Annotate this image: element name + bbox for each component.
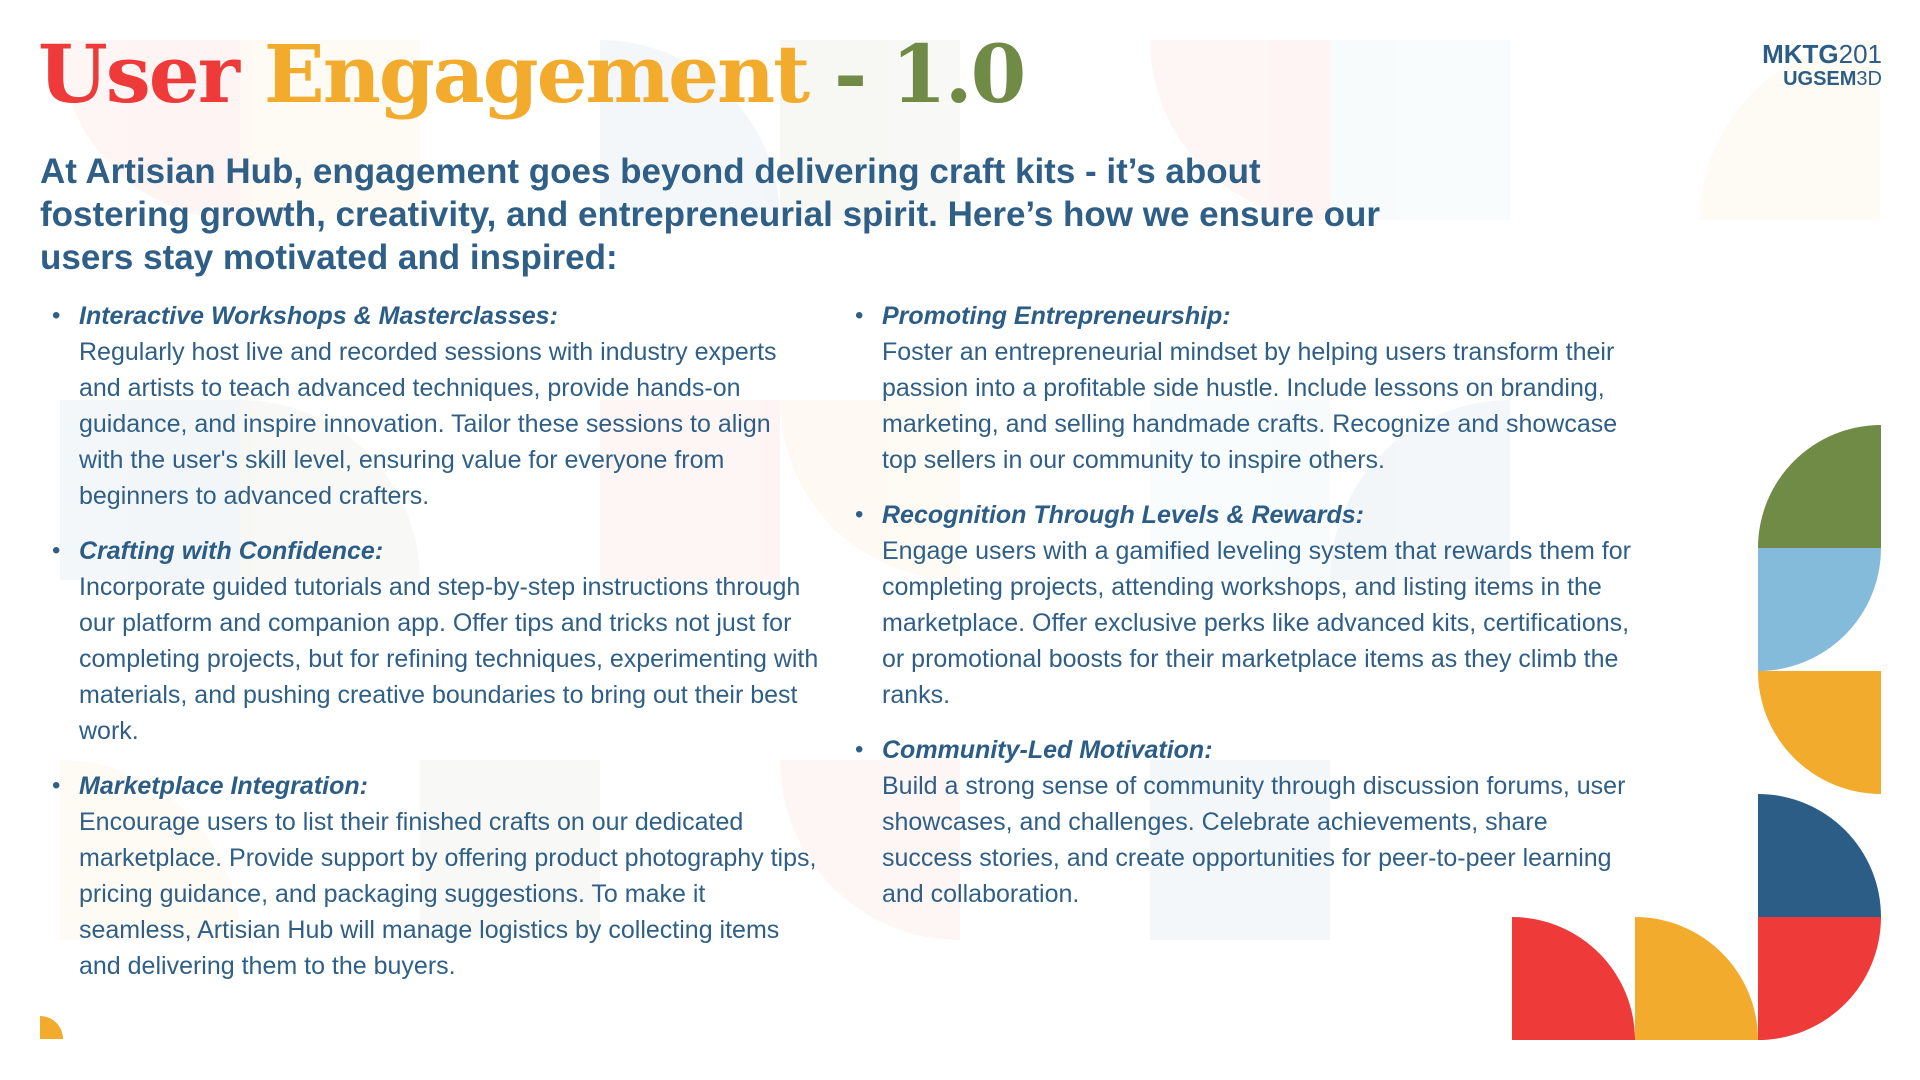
title-word-engagement: Engagement <box>263 27 809 121</box>
bullet-text: Build a strong sense of community through discussion forums, user showcases, and challenges. Celebrate achievements, share success stories, and create opportunities for peer-to-peer learning and collaboration. <box>882 772 1626 908</box>
bullet-text: Regularly host live and recorded sessions with industry experts and artists to teach advanced techniques, provide hands-on guidance, and inspire innovation. Tailor these sessions to align with the user's skill level, ensuring value for everyone from beginners to advanced crafters. <box>79 338 777 510</box>
title-version: - 1.0 <box>834 27 1025 121</box>
course-section: UGSEM3D <box>1783 68 1882 90</box>
title-word-user: User <box>38 27 238 121</box>
bullet-title: • Recognition Through Levels & Rewards: <box>882 501 1364 529</box>
bullet-text: Encourage users to list their finished crafts on our dedicated marketplace. Provide support by offering product photography tips, pricing guidance, and packaging suggestions. To make it seamless, Artisian Hub will manage logistics by collecting items and delivering them to the buyers. <box>79 808 817 980</box>
intro-paragraph: At Artisian Hub, engagement goes beyond delivering craft kits - it’s about fostering growth, creativity, and entrepreneurial spirit. Here’s how we ensure our users stay motivated and inspired: <box>40 152 1381 277</box>
bullet-title: • Interactive Workshops & Masterclasses: <box>79 302 558 330</box>
bullet-list-right <box>855 298 1635 931</box>
course-code: MKTG201 <box>1762 39 1882 69</box>
page-title <box>38 26 1024 122</box>
bullet-text: Engage users with a gamified leveling system that rewards them for completing projects, attending workshops, and listing items in the marketplace. Offer exclusive perks like advanced kits, certifications, or promotional boosts for their marketplace items as they climb the ranks. <box>882 537 1631 709</box>
bullet-title: • Crafting with Confidence: <box>79 537 384 565</box>
course-code-label <box>1762 40 1882 90</box>
bullet-item <box>855 732 1635 912</box>
bullet-item <box>52 768 822 984</box>
bullet-item <box>52 298 822 514</box>
bullet-title: • Community-Led Motivation: <box>882 736 1213 764</box>
bullet-text: Incorporate guided tutorials and step-by-step instructions through our platform and companion app. Offer tips and tricks not just for completing projects, but for refining techniques, experimenting with materials, and pushing creative boundaries to bring out their best work. <box>79 573 819 745</box>
bullet-item <box>855 497 1635 713</box>
bullet-item <box>855 298 1635 478</box>
bullet-title: • Marketplace Integration: <box>79 772 368 800</box>
bullet-text: Foster an entrepreneurial mindset by helping users transform their passion into a profitable side hustle. Include lessons on branding, marketing, and selling handmade crafts. Recognize and showcase top sellers in our community to inspire others. <box>882 338 1618 474</box>
bullet-list-left <box>52 298 822 1003</box>
bullet-item <box>52 533 822 749</box>
bullet-title: • Promoting Entrepreneurship: <box>882 302 1231 330</box>
